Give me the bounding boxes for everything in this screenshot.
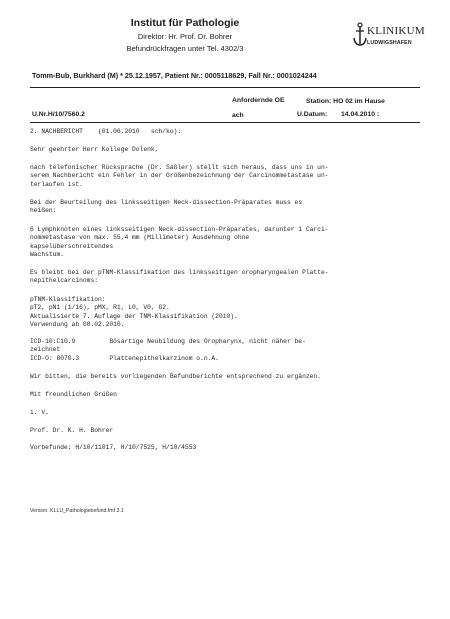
logo-city: LUDWIGSHAFEN <box>367 40 412 46</box>
salutation: Sehr geehrter Herr Kollege Dolenk, <box>30 146 159 153</box>
director-line: Direktor: Hr. Prof. Dr. Bohrer <box>137 32 233 41</box>
divider-top <box>30 87 420 88</box>
u-datum-label: U.Datum: <box>297 111 328 118</box>
paragraph-lymph-nodes: 6 Lymphknoten eines linksseitigen Neck-dissection-Präparates, darunter 1 Carci- nommetastase von max. 55,4 mm (Millimeter) Ausdehnung ohne kapselüberschreitendes Wachstum. <box>30 226 329 258</box>
patient-line: Tomm-Bub, Burkhard (M) * 25.12.1957, Patient Nr.: 0005118629, Fall Nr.: 0001024244 <box>32 71 317 80</box>
institute-title: Institut für Pathologie <box>130 17 240 29</box>
signature: Prof. Dr. K. H. Bohrer <box>30 427 114 434</box>
report-heading: 2. NACHBERICHT (01.06.2010 sch/ko): <box>30 128 182 135</box>
u-datum-value: 14.04.2010 : <box>341 111 380 118</box>
paragraph-assessment: Bei der Beurteilung des linksseitigen Neck-dissection-Präparates muss es heißen: <box>30 199 303 215</box>
anfordernde-oe-label: Anfordernde OE <box>232 97 285 104</box>
ptnm-block: pTNM-Klassifikation: pT2, pN1 (1/16), pMX, R1, L0, V0, G2. Aktualisierte 7. Auflage der TNM-Klassifikation (2010). Verwendung ab 08.02.2010. <box>30 296 238 328</box>
paragraph-correction: nach telefonischer Rücksprache (Dr. Säßler) stellt sich heraus, dass uns in un- serem Nachbericht ein Fehler in der Größenbezeichnung der Carcinommetastase un- terlaufen ist. <box>30 164 329 188</box>
ach-label: ach <box>232 112 244 119</box>
inquiry-phone-line: Befundrückfragen unter Tel. 4302/3 <box>126 44 244 53</box>
klinikum-logo <box>353 16 443 56</box>
closing: Mit freundlichen Grüßen <box>30 391 117 398</box>
previous-findings: Vorbefunde: H/10/11017, H/10/7525, H/10/4553 <box>30 444 197 451</box>
anchor-icon <box>353 22 367 48</box>
station-label: Station: HO 02 im Hause <box>306 98 385 105</box>
icd-block: ICD-10:C10.9 Bösartige Neubildung des Oropharynx, nicht näher be- zeichnet ICD-O: 8070.3 Plattenepithelkarzinom o.n.A. <box>30 338 306 362</box>
paragraph-request: Wir bitten, die bereits vorliegenden Befundberichte entsprechend zu ergänzen. <box>30 373 321 380</box>
logo-name: KLINIKUM <box>367 25 426 37</box>
divider-bottom <box>30 122 420 123</box>
iv-line: i. V. <box>30 409 49 416</box>
version-footer: Version: KLLU_Pathologiebefund.fmf 3.1 <box>30 508 124 514</box>
paragraph-classification: Es bleibt bei der pTNM-Klassifikation des linksseitigen oropharyngealen Platte- nepithelcarcinoms: <box>30 269 329 285</box>
u-nr-label: U.Nr.H/10/7560.2 <box>32 111 85 118</box>
